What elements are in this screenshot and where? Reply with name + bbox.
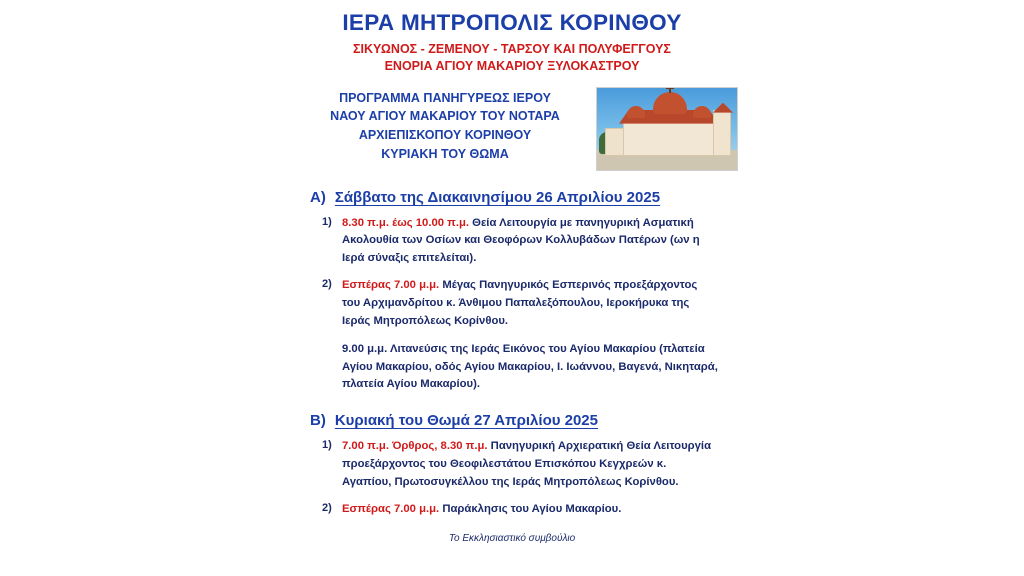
section-a-letter: Α) (310, 188, 326, 206)
section-a-heading (280, 189, 744, 206)
list-item-body (342, 438, 718, 492)
section-a-extra-item (280, 341, 744, 395)
list-item-body (342, 277, 718, 331)
bell-tower-shape (713, 110, 731, 156)
list-item-number: 1) (322, 215, 332, 228)
extra-item-text: Λιτανεύσις της Ιεράς Εικόνος του Αγίου Μακαρίου (πλατεία Αγίου Μακαρίου, οδός Αγίου Μακαρίου, Ι. Ιωάννου, Βαγενά, Νικηταρά, πλατεία Αγίου Μακαρίου). (342, 342, 718, 391)
list-item (280, 277, 744, 331)
list-item-text: Μέγας Πανηγυρικός Εσπερινός προεξάρχοντος του Αρχιμανδρίτου κ. Άνθιμου Παπαλεξόπουλου, Ιεροκήρυκα της Ιεράς Μητροπόλεως Κορίνθου. (342, 279, 698, 327)
program-line-2: ΝΑΟΥ ΑΓΙΟΥ ΜΑΚΑΡΙΟΥ ΤΟΥ ΝΟΤΑΡΑ (330, 109, 560, 124)
list-item (280, 215, 744, 269)
header-subtitle-2: ΕΝΟΡΙΑ ΑΓΙΟΥ ΜΑΚΑΡΙΟΥ ΞΥΛΟΚΑΣΤΡΟΥ (384, 58, 640, 73)
list-item (280, 501, 744, 519)
list-item-time: Εσπέρας 7.00 μ.μ. (342, 502, 440, 515)
header-subtitle-1: ΣΙΚΥΩΝΟΣ - ΖΕΜΕΝΟΥ - ΤΑΡΣΟΥ ΚΑΙ ΠΟΛΥΦΕΓΓΟΥΣ (353, 41, 671, 56)
program-line-3: ΑΡΧΙΕΠΙΣΚΟΠΟΥ ΚΟΡΙΝΘΟΥ (358, 128, 532, 143)
program-line-4: ΚΥΡΙΑΚΗ ΤΟΥ ΘΩΜΑ (381, 146, 509, 161)
list-item-time: 7.00 π.μ. Όρθρος, 8.30 π.μ. (342, 440, 488, 453)
church-dome-shape (653, 92, 687, 114)
section-a-title: Σάββατο της Διακαινησίμου 26 Απριλίου 2025 (334, 188, 661, 206)
list-item-time: Εσπέρας 7.00 μ.μ. (342, 279, 440, 292)
list-item-number: 2) (322, 278, 332, 291)
church-small-dome-left (627, 106, 645, 118)
section-b-title: Κυριακή του Θωμά 27 Απριλίου 2025 (334, 412, 598, 430)
page-title: ΙΕΡΑ ΜΗΤΡΟΠΟΛΙΣ ΚΟΡΙΝΘΟΥ (342, 10, 682, 35)
list-item-text: Παράκλησις του Αγίου Μακαρίου. (439, 502, 622, 515)
list-item-time: 8.30 π.μ. έως 10.00 π.μ. (342, 216, 470, 229)
poster-header (280, 0, 744, 75)
footer-note: Το Εκκλησιαστικό συμβούλιο (448, 532, 576, 544)
section-b-letter: Β) (310, 412, 326, 430)
program-block (280, 87, 744, 171)
list-item (280, 438, 744, 492)
list-item-number: 1) (322, 439, 332, 452)
list-item-text: Θεία Λειτουργία με πανηγυρική Ασματική Ακολουθία των Οσίων και Θεοφόρων Κολλυβάδων Πατέρων (ων η Ιερά σύναξις επιτελείται). (342, 216, 700, 265)
bell-tower-roof-shape (713, 103, 733, 113)
extra-item-time: 9.00 μ.μ. (342, 342, 388, 355)
program-heading (300, 87, 590, 164)
program-line-1: ΠΡΟΓΡΑΜΜΑ ΠΑΝΗΓΥΡΕΩΣ ΙΕΡΟΥ (339, 90, 551, 105)
list-item-text: Πανηγυρική Αρχιερατική Θεία Λειτουργία προεξάρχοντος του Θεοφιλεστάτου Επισκόπου Κεγχρεών κ. Αγαπίου, Πρωτοσυγκέλλου της Ιεράς Μητροπόλεως Κορίνθου. (342, 440, 712, 488)
list-item-number: 2) (322, 501, 332, 514)
section-b-heading (280, 412, 744, 429)
list-item-body (342, 501, 718, 519)
church-body-shape (623, 120, 717, 156)
list-item-body (342, 215, 718, 269)
church-small-dome-right (693, 106, 711, 118)
poster-sheet (280, 0, 744, 576)
cross-icon (669, 87, 671, 93)
church-photo (596, 87, 738, 171)
